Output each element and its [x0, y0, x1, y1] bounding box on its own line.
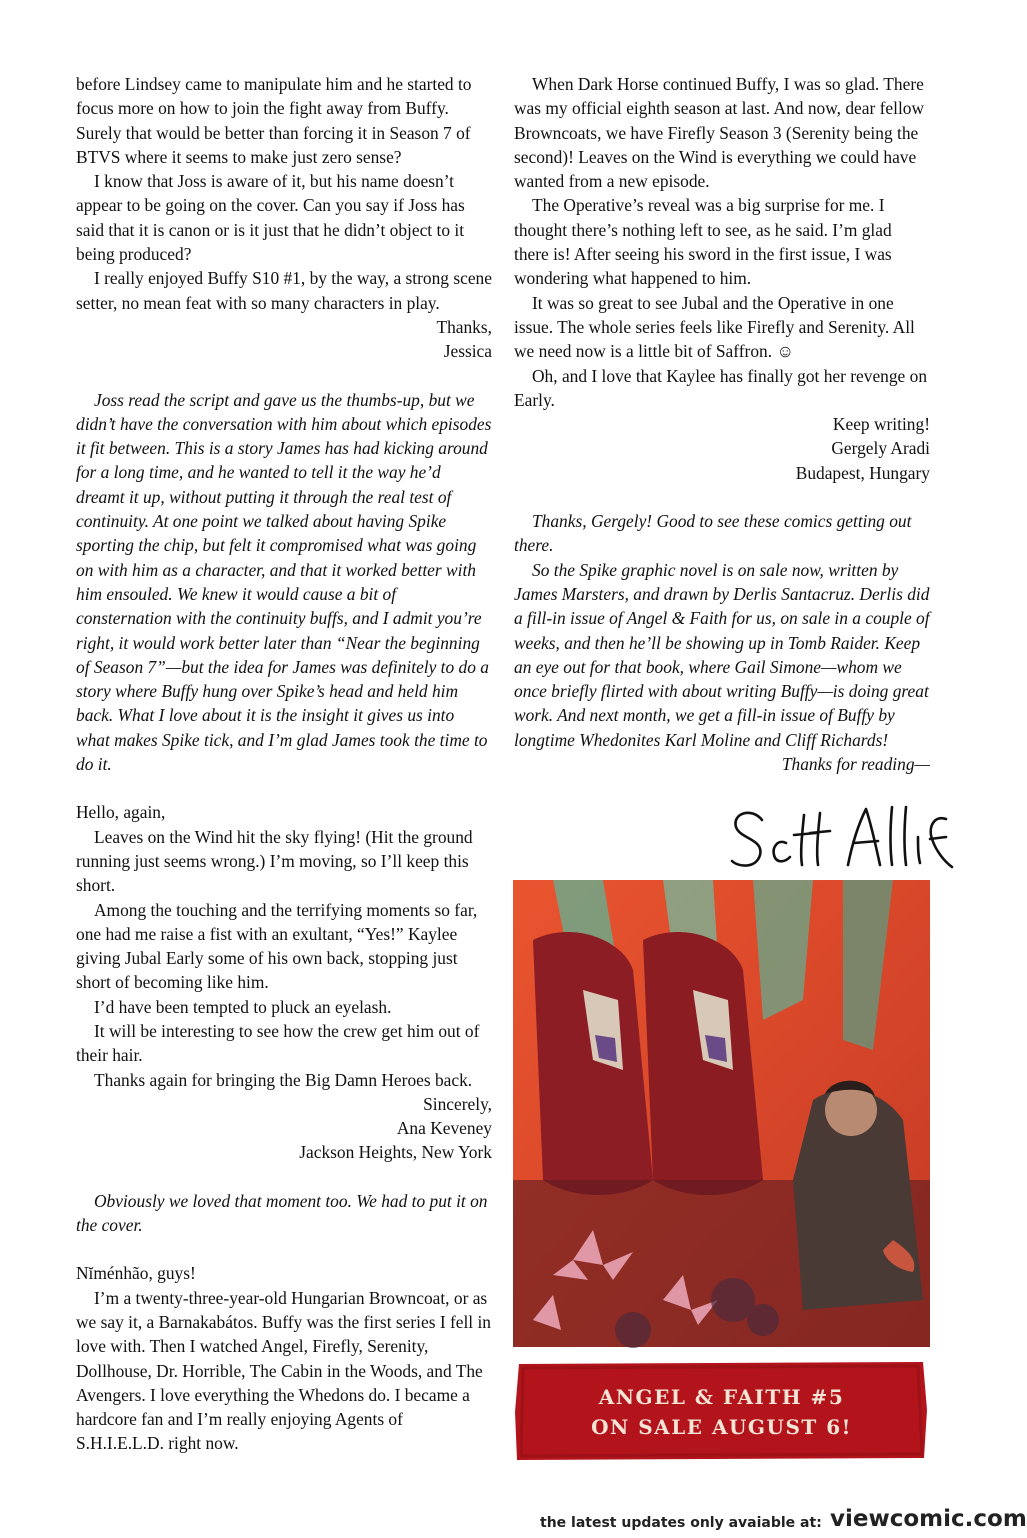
letter-paragraph: Keep writing!	[832, 414, 930, 435]
letter-paragraph: The Operative’s reveal was a big surprise for me. I thought there’s nothing left to see, as he said. I’m glad there is! After seeing his sword in the first issue, I was wondering what happened to him.	[514, 195, 892, 289]
banner-date: ON SALE AUGUST 6!	[591, 1415, 852, 1439]
letter-paragraph: It will be interesting to see how the crew get him out of their hair.	[76, 1020, 480, 1066]
signature	[720, 795, 960, 890]
letter-spacer	[514, 485, 930, 509]
letter-paragraph: Oh, and I love that Kaylee has finally got her revenge on Early.	[514, 365, 928, 410]
letter-spacer	[76, 364, 492, 388]
footer-brand-link[interactable]: viewcomic.com	[830, 1506, 1027, 1532]
right-column	[514, 72, 930, 776]
letter-paragraph: When Dark Horse continued Buffy, I was so glad. There was my official eighth season at last. And now, dear fellow Browncoats, we have Firefly Season 3 (Serenity being the second)! Leaves on the Wind is everything we could have wanted from a new episode.	[514, 74, 925, 192]
letter-paragraph: Ana Keveney	[396, 1118, 492, 1139]
banner-title: ANGEL & FAITH #5	[598, 1385, 845, 1409]
letter-spacer	[76, 776, 492, 800]
footer-note: the latest updates only avaiable at:	[540, 1515, 822, 1531]
footer	[540, 1506, 1027, 1538]
letter-paragraph: Among the touching and the terrifying moments so far, one had me raise a fist with an exultant, “Yes!” Kaylee giving Jubal Early some of his own back, stopping just short of becoming like him.	[76, 899, 478, 993]
letter-paragraph: Joss read the script and gave us the thumbs-up, but we didn’t have the conversation with him about which episodes it fit between. This is a story James has had kicking around for a long time, and he wanted to tell it the way he’d dreamt it up, without putting it through the real test of continuity. At one point we talked about having Spike sporting the chip, but felt it compromised what was going on with him as a character, and that it worked better with him ensouled. We knew it would cause a bit of consternation with the continuity buffs, and I admit you’re right, it would work better later than “Near the beginning of Season 7”—but the idea for James was definitely to do a story where Buffy hung over Spike’s head and held him back. What I love about it is the insight it gives us into what makes Spike tick, and I’m glad James took the time to do it.	[76, 389, 492, 775]
letter-paragraph: Hello, again,	[76, 802, 166, 823]
left-column	[76, 72, 492, 1456]
letter-paragraph: Budapest, Hungary	[795, 462, 930, 483]
letter-paragraph: Thanks for reading—	[781, 754, 930, 775]
cover-art	[513, 880, 930, 1347]
letter-paragraph: So the Spike graphic novel is on sale now, written by James Marsters, and drawn by Derlis Santacruz. Derlis did a fill-in issue of Angel & Faith for us, on sale in a couple of weeks, and then he’ll be showing up in Tomb Raider. Keep an eye out for that book, where Gail Simone—whom we once briefly flirted with about writing Buffy—is doing great work. And next month, we get a fill-in issue of Buffy by longtime Whedonites Karl Moline and Cliff Richards!	[514, 559, 930, 750]
letter-paragraph: before Lindsey came to manipulate him and he started to focus more on how to join the fight away from Buffy. Surely that would be better than forcing it in Season 7 of BTVS where it seems to make just zero sense?	[76, 74, 472, 167]
letter-paragraph: Nĭménhão, guys!	[76, 1263, 196, 1284]
letter-paragraph: Obviously we loved that moment too. We had to put it on the cover.	[76, 1190, 488, 1236]
letter-paragraph: Gergely Aradi	[831, 438, 930, 459]
letter-paragraph: Jessica	[443, 341, 492, 362]
letter-paragraph: Leaves on the Wind hit the sky flying! (Hit the ground running just seems wrong.) I’m moving, so I’ll keep this short.	[76, 826, 473, 896]
letter-paragraph: Thanks,	[436, 316, 492, 337]
letter-paragraph: I know that Joss is aware of it, but his name doesn’t appear to be going on the cover. Can you say if Joss has said that it is canon or is it just that he didn’t object to it being produced?	[76, 171, 465, 265]
letter-paragraph: Sincerely,	[423, 1093, 492, 1114]
letter-paragraph: I’m a twenty-three-year-old Hungarian Browncoat, or as we say it, a Barnakabátos. Buffy was the first series I fell in love with. Then I watched Angel, Firefly, Serenity, Dollhouse, Dr. Horrible, The Cabin in the Woods, and The Avengers. I love everything the Whedons do. I became a hardcore fan and I’m really enjoying Agents of S.H.I.E.L.D. right now.	[76, 1287, 492, 1454]
letter-paragraph: Thanks again for bringing the Big Damn Heroes back.	[94, 1069, 473, 1090]
letter-paragraph: I’d have been tempted to pluck an eyelash.	[94, 996, 392, 1017]
letter-paragraph: I really enjoyed Buffy S10 #1, by the way, a strong scene setter, no mean feat with so many characters in play.	[76, 268, 492, 313]
letter-paragraph: It was so great to see Jubal and the Operative in one issue. The whole series feels like Firefly and Serenity. All we need now is a little bit of Saffron. ☺	[514, 292, 915, 362]
letter-spacer	[76, 1165, 492, 1189]
promo-banner	[513, 1360, 930, 1462]
letter-paragraph: Jackson Heights, New York	[299, 1142, 492, 1163]
letter-spacer	[76, 1237, 492, 1261]
letter-paragraph: Thanks, Gergely! Good to see these comics getting out there.	[514, 511, 912, 556]
